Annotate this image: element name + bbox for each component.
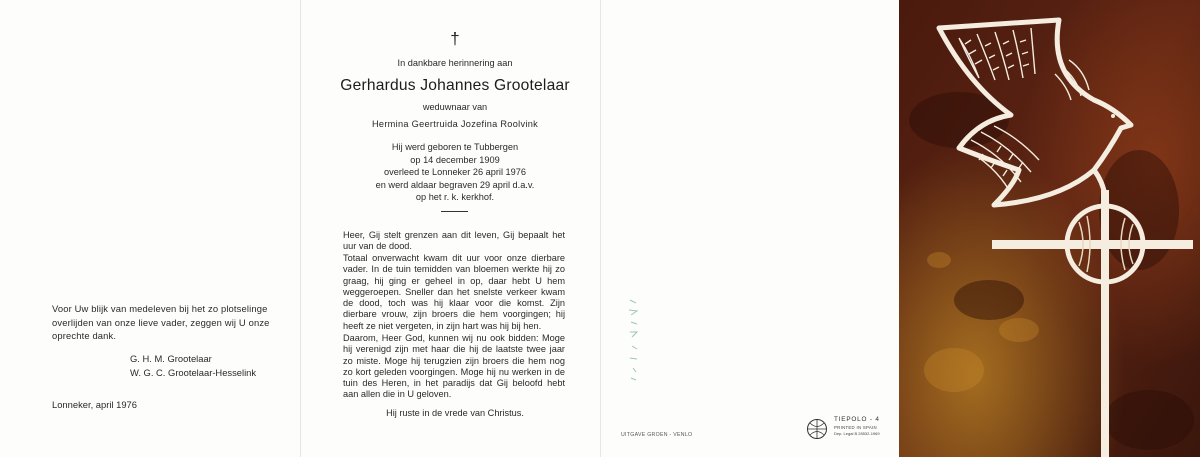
dove-cross-artwork	[899, 0, 1200, 457]
printer-logo-icon	[806, 418, 828, 440]
printed-line: PRINTED IN SPAIN	[834, 425, 877, 430]
bio-line: op 14 december 1909	[410, 154, 500, 165]
widower-line: weduwnaar van	[422, 102, 488, 112]
publisher-line: UITGAVE GROEN - VENLO	[621, 432, 693, 438]
deceased-name: Gerhardus Johannes Grootelaar	[340, 77, 570, 94]
signers	[130, 352, 256, 380]
series-brand: TIEPOLO - 4	[834, 416, 880, 423]
spouse-name: Hermina Geertruida Jozefina Roolvink	[371, 119, 539, 129]
prayer-paragraph: Heer, Gij stelt grenzen aan dit leven, Gij bepaalt het uur van de dood.	[343, 230, 565, 252]
biography	[330, 141, 580, 204]
bio-line: Hij werd geboren te Tubbergen	[391, 142, 519, 152]
signer-name: W. G. C. Grootelaar-Hesselink	[130, 367, 257, 378]
bio-line: en werd aldaar begraven 29 april d.a.v.	[375, 179, 535, 190]
fold-line	[600, 0, 601, 457]
bio-line: op het r. k. kerkhof.	[415, 192, 495, 203]
fold-line	[300, 0, 301, 457]
signer-name: G. H. M. Grootelaar	[130, 353, 212, 364]
legal-deposit: Dep. Legal B 28532-1969	[834, 431, 880, 436]
closing-line: Hij ruste in de vrede van Christus.	[386, 408, 524, 418]
prayer-paragraph: Totaal onverwacht kwam dit uur voor onze dierbare vader. In de tuin temidden van bloemen werkte hij zo graag, hij ging er geheel in op, daar hebt U hem weggeroepen. Sneller dan het snelste verkeer kwam de dood, toch was hij klaar voor die komst. Zijn dierbare vrouw, zijn broers die hem voorgingen; hij heeft ze niet vergeten, in zijn hart was hij bij hen.	[343, 253, 565, 331]
cross-icon: †	[450, 29, 460, 48]
intro-line: In dankbare herinnering aan	[397, 58, 513, 68]
divider	[441, 211, 468, 212]
prayer-paragraph: Daarom, Heer God, kunnen wij nu ook bidden: Moge hij verenigd zijn met haar die hij de laatste twee jaar zo miste. Moge hij terugzien zijn broers die hem nog zo kort geleden voorgingen. Moge hij nu werken in de tuin des Heren, in het paradijs dat Gij beloofd hebt aan allen die in U geloven.	[343, 333, 565, 400]
thank-you-text: Voor Uw blijk van medeleven bij het zo plotselinge overlijden van onze lieve vader, zeggen wij U onze oprechte dank.	[52, 303, 270, 341]
place-date: Lonneker, april 1976	[52, 399, 137, 410]
bio-line: overleed te Lonneker 26 april 1976	[384, 167, 526, 178]
pencil-marks	[627, 296, 641, 384]
